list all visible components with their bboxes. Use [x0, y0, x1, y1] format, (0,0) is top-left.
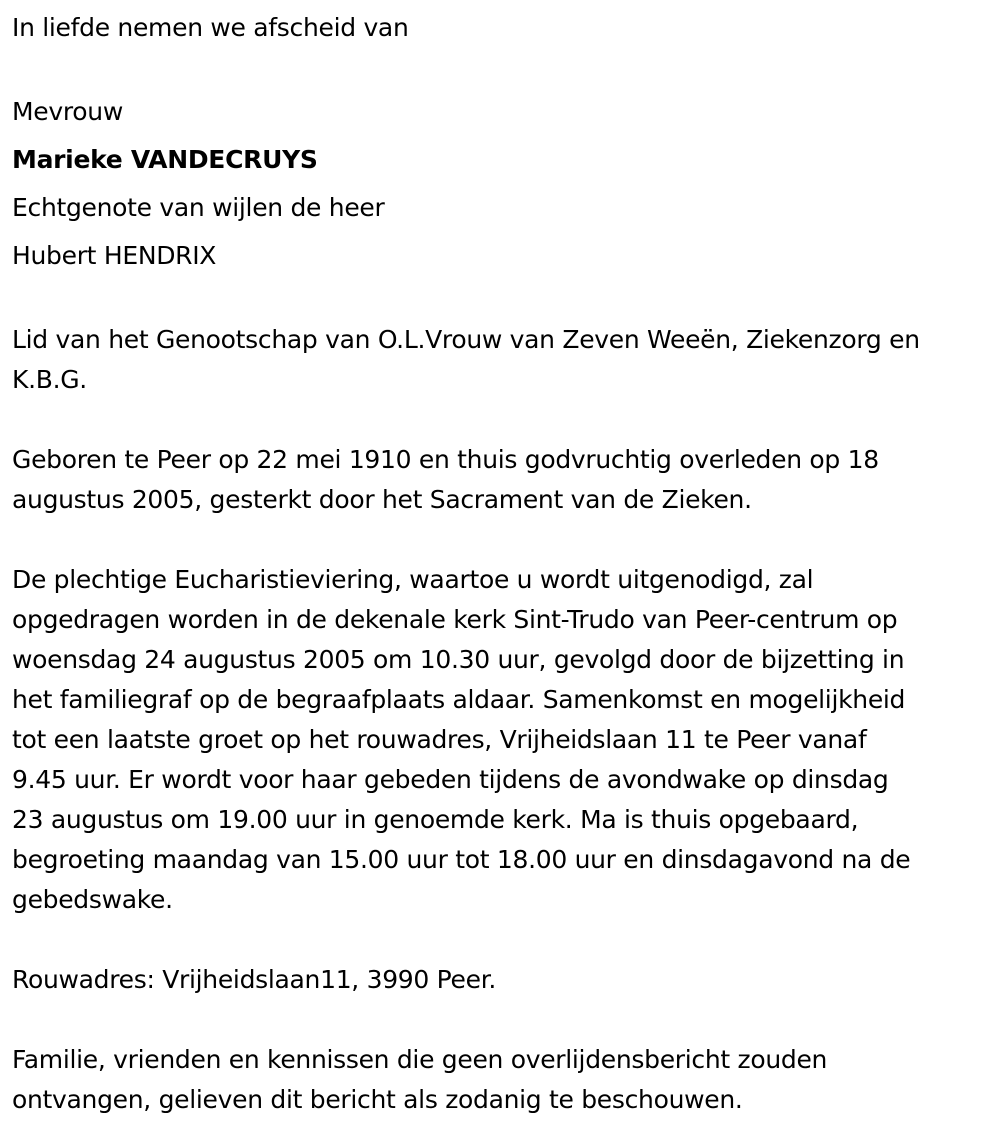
- closing-paragraph: [12, 1040, 992, 1120]
- spacer: [12, 1000, 992, 1040]
- spacer: [12, 280, 992, 320]
- spacer: [12, 400, 992, 440]
- membership-paragraph: [12, 320, 992, 400]
- ceremony-line: gebedswake.: [12, 885, 173, 914]
- ceremony-line: opgedragen worden in de dekenale kerk Sint-Trudo van Peer-centrum op: [12, 605, 898, 634]
- membership-line-2: K.B.G.: [12, 365, 87, 394]
- membership-line-1: Lid van het Genootschap van O.L.Vrouw van Zeven Weeën, Ziekenzorg en: [12, 325, 920, 354]
- spacer: [12, 920, 992, 960]
- birth-death-line-1: Geboren te Peer op 22 mei 1910 en thuis godvruchtig overleden op 18: [12, 445, 879, 474]
- ceremony-line: woensdag 24 augustus 2005 om 10.30 uur, gevolgd door de bijzetting in: [12, 645, 905, 674]
- ceremony-paragraph: [12, 560, 992, 920]
- ceremony-line: het familiegraf op de begraafplaats aldaar. Samenkomst en mogelijkheid: [12, 685, 906, 714]
- birth-death-line-2: augustus 2005, gesterkt door het Sacrament van de Zieken.: [12, 485, 752, 514]
- deceased-name: Marieke VANDECRUYS: [12, 145, 318, 174]
- closing-line-2: ontvangen, gelieven dit bericht als zodanig te beschouwen.: [12, 1085, 743, 1114]
- address-line: Rouwadres: Vrijheidslaan11, 3990 Peer.: [12, 965, 497, 994]
- relation-line-2: Hubert HENDRIX: [12, 241, 217, 270]
- birth-death-paragraph: [12, 440, 992, 520]
- relation-line-1: Echtgenote van wijlen de heer: [12, 193, 385, 222]
- ceremony-line: De plechtige Eucharistieviering, waartoe u wordt uitgenodigd, zal: [12, 565, 814, 594]
- closing-line-1: Familie, vrienden en kennissen die geen overlijdensbericht zouden: [12, 1045, 828, 1074]
- ceremony-line: 23 augustus om 19.00 uur in genoemde kerk. Ma is thuis opgebaard,: [12, 805, 859, 834]
- spacer: [12, 520, 992, 560]
- ceremony-line: begroeting maandag van 15.00 uur tot 18.00 uur en dinsdagavond na de: [12, 845, 911, 874]
- title-line: Mevrouw: [12, 97, 123, 126]
- intro-line: In liefde nemen we afscheid van: [12, 13, 409, 42]
- spacer: [12, 48, 992, 88]
- ceremony-line: tot een laatste groet op het rouwadres, Vrijheidslaan 11 te Peer vanaf: [12, 725, 867, 754]
- ceremony-line: 9.45 uur. Er wordt voor haar gebeden tijdens de avondwake op dinsdag: [12, 765, 889, 794]
- obituary-text: [12, 8, 992, 1120]
